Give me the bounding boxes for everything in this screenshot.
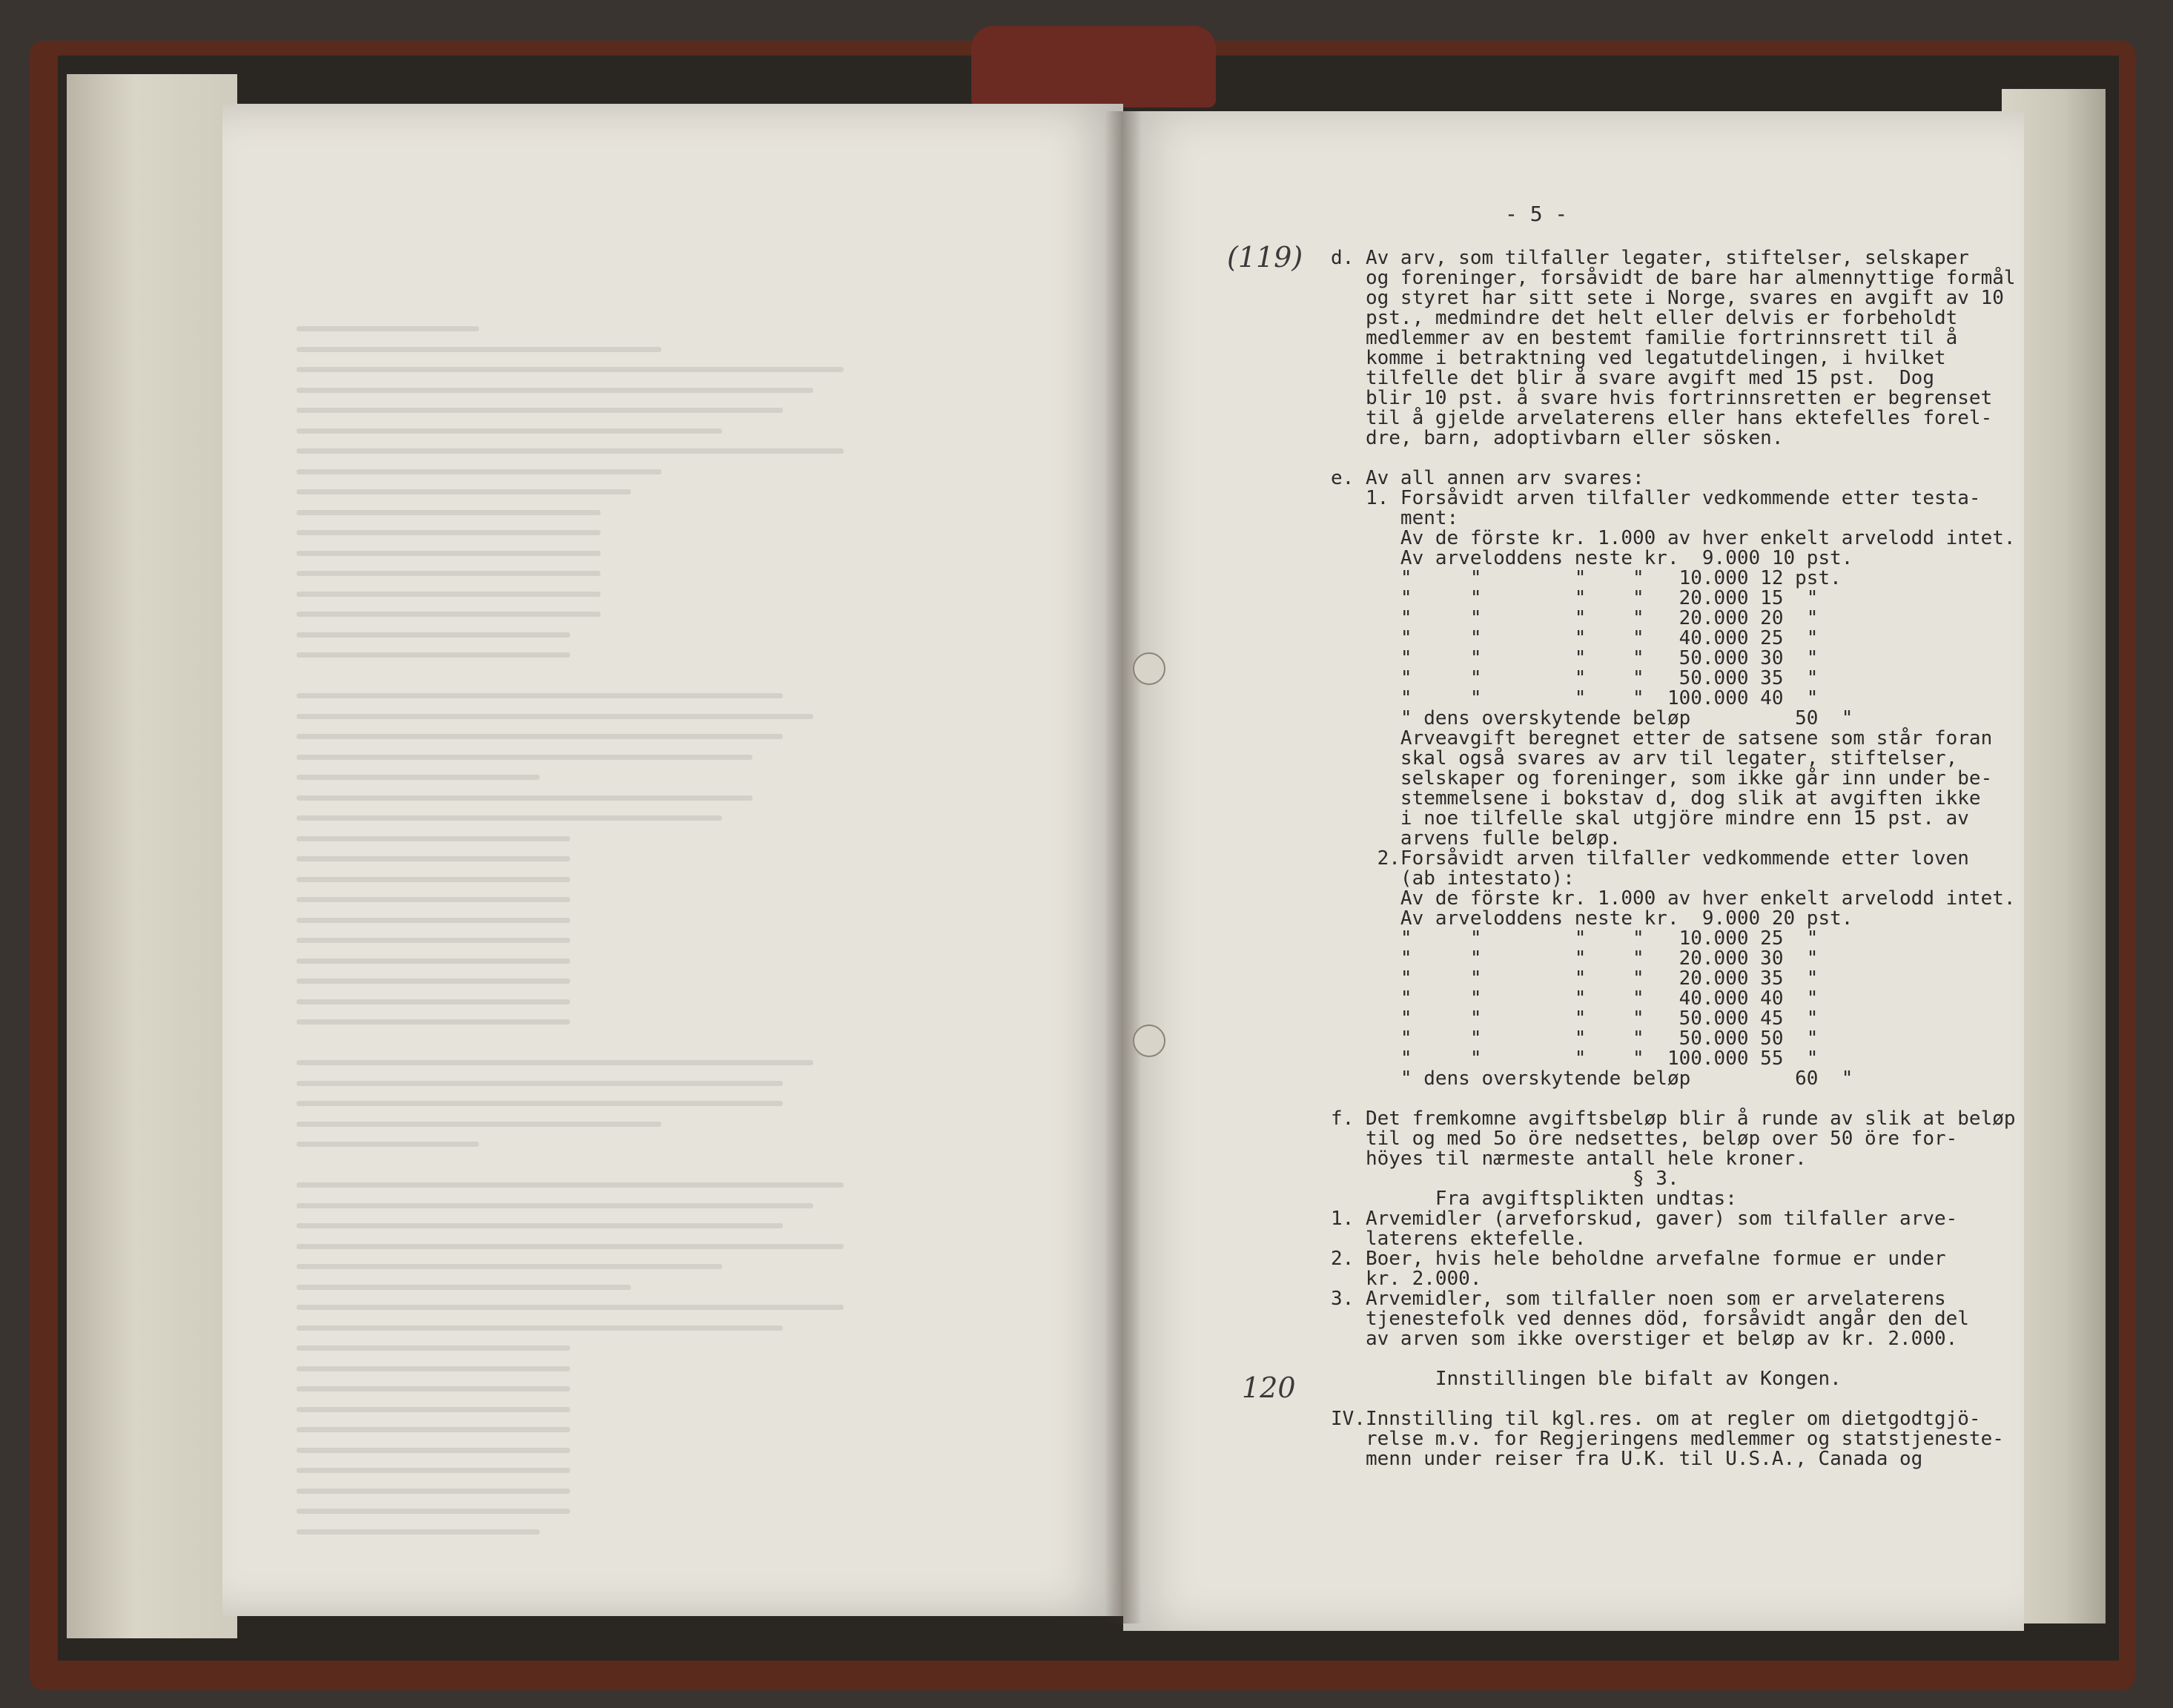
text-line: av arven som ikke overstiger et beløp av kr. 2.000. <box>1331 1328 1958 1350</box>
bleed-through-stroke <box>297 897 570 902</box>
text-line: " " " " 20.000 20 " <box>1331 607 1819 629</box>
text-line: d. Av arv, som tilfaller legater, stiftelser, selskaper <box>1331 247 1969 269</box>
left-page-stack <box>67 74 237 1638</box>
bleed-through-stroke <box>297 1182 844 1188</box>
bleed-through-stroke <box>297 326 479 331</box>
bleed-through-stroke <box>297 959 570 964</box>
text-line: relse m.v. for Regjeringens medlemmer og statstjeneste- <box>1331 1428 2004 1450</box>
bleed-through-stroke <box>297 1142 479 1147</box>
bleed-through-stroke <box>297 530 601 535</box>
bleed-through-stroke <box>297 693 783 698</box>
bleed-through-stroke <box>297 1325 783 1331</box>
bleed-through-stroke <box>297 755 753 760</box>
text-line: skal også svares av arv til legater, stiftelser, <box>1331 747 1958 769</box>
text-line: arvens fulle beløp. <box>1331 827 1621 850</box>
text-line: komme i betraktning ved legatutdelingen, i hvilket <box>1331 347 1946 369</box>
bleed-through-stroke <box>297 1223 783 1228</box>
bleed-through-stroke <box>297 510 601 515</box>
text-line: Av arveloddens neste kr. 9.000 20 pst. <box>1331 907 1853 930</box>
bleed-through-stroke <box>297 877 570 882</box>
bleed-through-text <box>297 326 904 1557</box>
binding-hole-upper <box>1133 652 1165 685</box>
text-line: f. Det fremkomne avgiftsbeløp blir å runde av slik at beløp <box>1331 1108 2016 1130</box>
text-line: " " " " 100.000 40 " <box>1331 687 1819 709</box>
text-line <box>1331 1349 2016 1369</box>
bleed-through-stroke <box>297 1345 570 1351</box>
text-line: tjenestefolk ved dennes död, forsåvidt angår den del <box>1331 1308 1969 1330</box>
bleed-through-stroke <box>297 815 722 821</box>
bleed-through-stroke <box>297 408 783 413</box>
text-line: " " " " 100.000 55 " <box>1331 1047 1819 1070</box>
bleed-through-stroke <box>297 612 601 617</box>
bleed-through-stroke <box>297 856 570 861</box>
bleed-through-stroke <box>297 1244 844 1249</box>
bleed-through-stroke <box>297 1122 661 1127</box>
text-line: " " " " 40.000 40 " <box>1331 987 1819 1010</box>
bleed-through-stroke <box>297 428 722 434</box>
margin-note-119: (119) <box>1227 241 1303 274</box>
text-line: " dens overskytende beløp 60 " <box>1331 1068 1853 1090</box>
text-line: medlemmer av en bestemt familie fortrinnsrett til å <box>1331 327 1958 349</box>
bleed-through-stroke <box>297 652 570 658</box>
text-line: blir 10 pst. å svare hvis fortrinnsretten er begrenset <box>1331 387 1993 409</box>
bleed-through-stroke <box>297 918 570 923</box>
text-line: 1. Forsåvidt arven tilfaller vedkommende etter testa- <box>1331 487 1981 509</box>
text-line: Arveavgift beregnet etter de satsene som står foran <box>1331 727 1993 749</box>
bleed-through-stroke <box>297 1081 783 1086</box>
book-spine <box>971 26 1216 107</box>
bleed-through-stroke <box>297 1529 540 1535</box>
bleed-through-stroke <box>297 938 570 943</box>
bleed-through-stroke <box>297 1366 570 1371</box>
text-line: 3. Arvemidler, som tilfaller noen som er arvelaterens <box>1331 1288 1946 1310</box>
text-line: höyes til nærmeste antall hele kroner. <box>1331 1148 1807 1170</box>
text-line <box>1331 1389 2016 1409</box>
text-line: " " " " 50.000 45 " <box>1331 1007 1819 1030</box>
bleed-through-stroke <box>297 347 661 352</box>
bleed-through-stroke <box>297 836 570 841</box>
text-line: " " " " 40.000 25 " <box>1331 627 1819 649</box>
text-line: og styret har sitt sete i Norge, svares en avgift av 10 <box>1331 287 2004 309</box>
margin-note-120: 120 <box>1242 1371 1296 1404</box>
typewritten-body <box>1331 248 2016 1469</box>
bleed-through-stroke <box>297 632 570 638</box>
text-line: laterens ektefelle. <box>1331 1228 1587 1250</box>
bleed-through-stroke <box>297 979 570 984</box>
text-line: 2. Boer, hvis hele beholdne arvefalne formue er under <box>1331 1248 1946 1270</box>
bleed-through-stroke <box>297 1285 631 1290</box>
bleed-through-stroke <box>297 1101 783 1106</box>
text-line: tilfelle det blir å svare avgift med 15 pst. Dog <box>1331 367 1934 389</box>
text-line: Av arveloddens neste kr. 9.000 10 pst. <box>1331 547 1853 569</box>
text-line <box>1331 448 2016 469</box>
text-line: dre, barn, adoptivbarn eller sösken. <box>1331 427 1784 449</box>
text-line: (ab intestato): <box>1331 867 1575 890</box>
text-line: " " " " 20.000 15 " <box>1331 587 1819 609</box>
text-line: pst., medmindre det helt eller delvis er forbeholdt <box>1331 307 1958 329</box>
bleed-through-stroke <box>297 1489 570 1494</box>
text-line: til å gjelde arvelaterens eller hans ektefelles forel- <box>1331 407 1993 429</box>
bleed-through-stroke <box>297 1019 570 1025</box>
bleed-through-stroke <box>297 795 753 801</box>
text-line <box>1331 1089 2016 1109</box>
bleed-through-stroke <box>297 734 783 739</box>
bleed-through-stroke <box>297 1386 570 1391</box>
text-line: ment: <box>1331 507 1459 529</box>
bleed-through-stroke <box>297 388 813 393</box>
bleed-through-stroke <box>297 592 601 597</box>
text-line: " " " " 50.000 50 " <box>1331 1027 1819 1050</box>
text-line: Fra avgiftsplikten undtas: <box>1331 1188 1737 1210</box>
page-number: - 5 - <box>1505 202 1568 226</box>
bleed-through-stroke <box>297 1468 570 1473</box>
text-line: " " " " 10.000 25 " <box>1331 927 1819 950</box>
bleed-through-stroke <box>297 1407 570 1412</box>
bleed-through-stroke <box>297 551 601 556</box>
text-line: " " " " 20.000 30 " <box>1331 947 1819 970</box>
text-line: " " " " 10.000 12 pst. <box>1331 567 1842 589</box>
text-line: Av de förste kr. 1.000 av hver enkelt arvelodd intet. <box>1331 887 2016 910</box>
book-gutter <box>1105 111 1142 1623</box>
bleed-through-stroke <box>297 448 844 454</box>
text-line: " dens overskytende beløp 50 " <box>1331 707 1853 729</box>
text-line: menn under reiser fra U.K. til U.S.A., Canada og <box>1331 1448 1923 1470</box>
bleed-through-stroke <box>297 1448 570 1453</box>
text-line: til og med 5o öre nedsettes, beløp over 50 öre for- <box>1331 1128 1958 1150</box>
text-line: Av de förste kr. 1.000 av hver enkelt arvelodd intet. <box>1331 527 2016 549</box>
text-line: § 3. <box>1331 1168 1679 1190</box>
text-line: og foreninger, forsåvidt de bare har almennyttige formål <box>1331 267 2016 289</box>
bleed-through-stroke <box>297 1264 722 1269</box>
text-line: Innstillingen ble bifalt av Kongen. <box>1331 1368 1842 1390</box>
text-line: selskaper og foreninger, som ikke går inn under be- <box>1331 767 1993 790</box>
text-line: stemmelsene i bokstav d, dog slik at avgiften ikke <box>1331 787 1981 810</box>
text-line: kr. 2.000. <box>1331 1268 1482 1290</box>
text-line: " " " " 50.000 35 " <box>1331 667 1819 689</box>
bleed-through-stroke <box>297 1509 570 1514</box>
bleed-through-stroke <box>297 1427 570 1432</box>
text-line: 1. Arvemidler (arveforskud, gaver) som tilfaller arve- <box>1331 1208 1958 1230</box>
bleed-through-stroke <box>297 367 844 372</box>
bleed-through-stroke <box>297 775 540 780</box>
bleed-through-stroke <box>297 1060 813 1065</box>
text-line: " " " " 20.000 35 " <box>1331 967 1819 990</box>
bleed-through-stroke <box>297 489 631 494</box>
left-page <box>222 104 1123 1616</box>
text-line: e. Av all annen arv svares: <box>1331 467 1644 489</box>
text-line: IV.Innstilling til kgl.res. om at regler om dietgodtgjö- <box>1331 1408 1981 1430</box>
bleed-through-stroke <box>297 469 661 474</box>
text-line: " " " " 50.000 30 " <box>1331 647 1819 669</box>
bleed-through-stroke <box>297 571 601 576</box>
bleed-through-stroke <box>297 1305 844 1310</box>
text-line: 2.Forsåvidt arven tilfaller vedkommende etter loven <box>1331 847 1969 870</box>
bleed-through-stroke <box>297 1203 813 1208</box>
bleed-through-stroke <box>297 714 813 719</box>
text-line: i noe tilfelle skal utgjöre mindre enn 15 pst. av <box>1331 807 1969 830</box>
binding-hole-lower <box>1133 1025 1165 1057</box>
bleed-through-stroke <box>297 999 570 1004</box>
